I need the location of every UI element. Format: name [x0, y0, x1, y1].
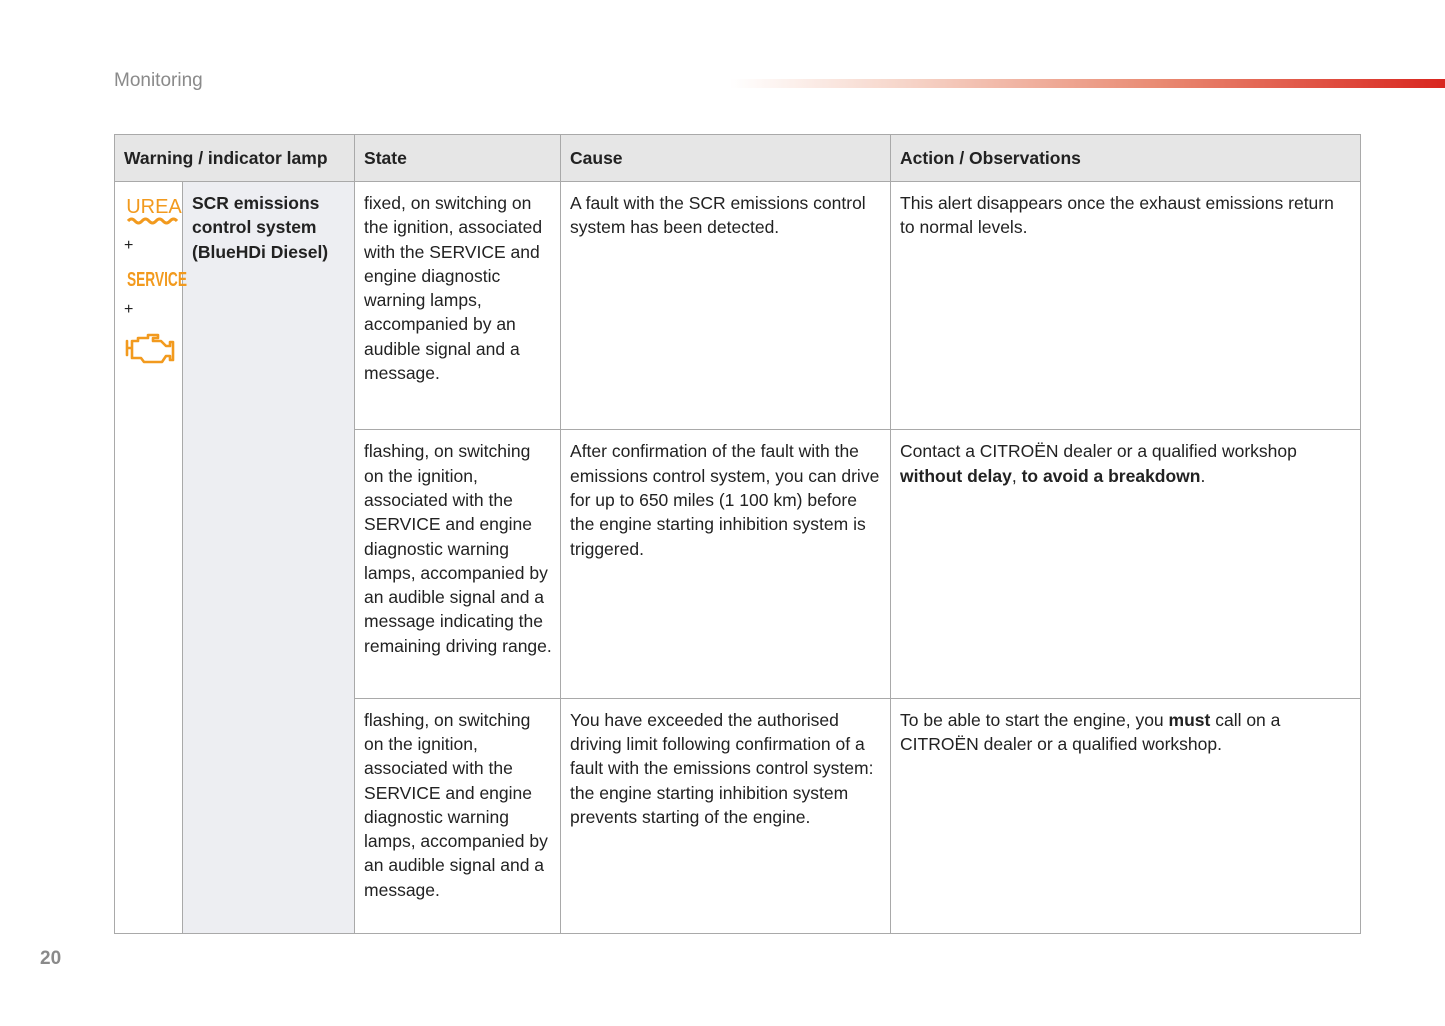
cause-cell: A fault with the SCR emissions control system has been detected. — [561, 182, 891, 430]
column-header-cause: Cause — [561, 135, 891, 182]
action-text: Contact a CITROËN dealer or a qualified workshop — [900, 441, 1297, 462]
urea-icon — [124, 193, 184, 227]
column-header-warning-lamp: Warning / indicator lamp — [115, 135, 355, 182]
plus-sign: + — [124, 301, 134, 318]
plus-sign: + — [124, 237, 134, 254]
action-emphasis: without delay — [900, 465, 1012, 486]
action-cell — [891, 698, 1361, 933]
state-cell: flashing, on switching on the ignition, associated with the SERVICE and engine diagnostic warning lamps, accompanied by an audible signal and a message indicating the remaining driving range. — [355, 430, 561, 698]
state-cell: fixed, on switching on the ignition, associated with the SERVICE and engine diagnostic warning lamps, accompanied by an audible signal and a message. — [355, 182, 561, 430]
column-header-state: State — [355, 135, 561, 182]
action-text: . — [1200, 465, 1206, 486]
table-header-row — [115, 135, 1361, 182]
page-number: 20 — [40, 948, 62, 969]
cause-cell: After confirmation of the fault with the emissions control system, you can drive for up to 650 miles (1 100 km) before the engine starting inhibition system is triggered. — [561, 430, 891, 698]
table-row — [115, 182, 1361, 430]
cause-cell: You have exceeded the authorised driving limit following confirmation of a fault with the emissions control system: the engine starting inhibition system prevents starting of the engine. — [561, 698, 891, 933]
action-emphasis: to avoid a breakdown — [1021, 465, 1201, 486]
action-cell — [891, 430, 1361, 698]
header-accent-bar — [730, 79, 1445, 88]
service-icon — [124, 265, 190, 291]
action-emphasis: must — [1168, 709, 1211, 730]
column-header-action: Action / Observations — [891, 135, 1361, 182]
state-cell: flashing, on switching on the ignition, associated with the SERVICE and engine diagnostic warning lamps, accompanied by an audible signal and a message. — [355, 698, 561, 933]
engine-diagnostic-icon — [124, 329, 176, 369]
lamp-name-cell: SCR emissions control system (BlueHDi Diesel) — [183, 182, 355, 934]
service-icon-label: SERVICE — [127, 269, 187, 291]
urea-icon-label: UREA — [126, 196, 182, 218]
warning-lamp-table — [114, 134, 1361, 934]
action-text: To be able to start the engine, you — [900, 709, 1169, 730]
section-title: Monitoring — [114, 70, 203, 91]
action-text: , — [1011, 465, 1022, 486]
action-cell: This alert disappears once the exhaust emissions return to normal levels. — [891, 182, 1361, 430]
lamp-icons-cell — [115, 182, 187, 934]
action-text: call on a CITROËN dealer or a qualified workshop. — [900, 709, 1281, 754]
